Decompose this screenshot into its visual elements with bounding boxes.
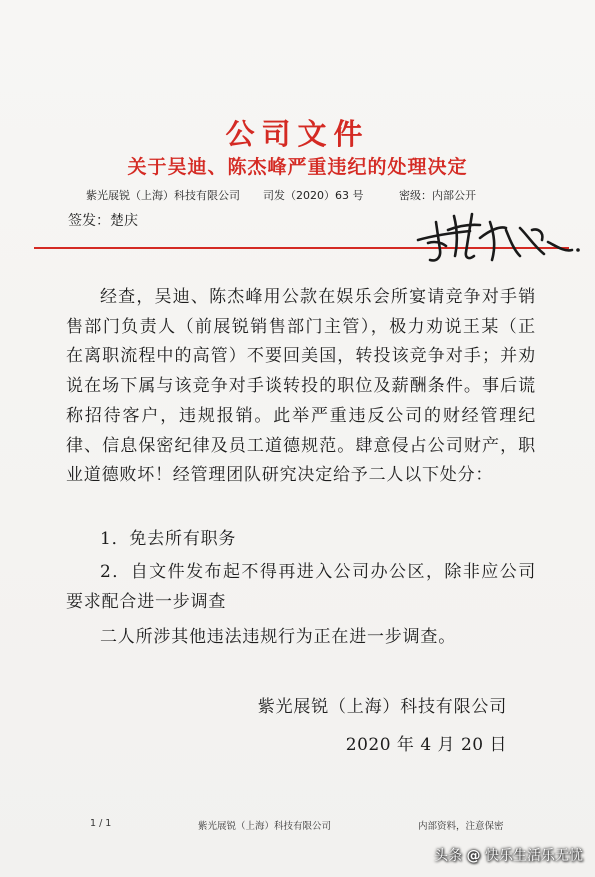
classification-level: 密级：内部公开 [399,189,476,202]
issuer-company: 紫光展锐（上海）科技有限公司 [86,189,240,202]
penalty-item-1-text: 1．免去所有职务 [100,529,237,549]
watermark-prefix: 头条 [434,848,463,864]
document-number: 司发（2020）63 号 [263,189,364,202]
platform-watermark [434,845,583,865]
signing-date: 2020 年 4 月 20 日 [345,735,507,755]
penalty-item-1 [66,524,536,549]
investigation-text: 经查，吴迪、陈杰峰用公款在娱乐会所宴请竞争对手销售部门负责人（前展锐销售部门主管），极力劝说王某（正在离职流程中的高管）不要回美国，转投该竞争对手；并劝说在场下属与该竞争对手谈转投的职位及薪酬条件。事后谎称招待客户，违规报销。此举严重违反公司的财经管理纪律、信息保密纪律及员工道德规范。肆意侵占公司财产，职业道德败坏！经管理团队研究决定给予二人以下处分： [66,287,536,486]
penalty-item-2 [66,557,536,617]
footer-confidential-note: 内部资料，注意保密 [418,821,504,832]
signer: 签发：楚庆 [68,213,138,229]
watermark-handle: 快乐生活乐无忧 [485,848,583,864]
at-icon: @ [466,848,481,864]
penalty-item-2-text: 2．自文件发布起不得再进入公司办公区，除非应公司要求配合进一步调查 [66,562,536,612]
handwritten-signature [410,200,585,270]
closing-statement: 二人所涉其他违法违规行为正在进一步调查。 [100,627,456,647]
signing-company: 紫光展锐（上海）科技有限公司 [257,697,507,717]
document-title: 公司文件 [225,117,370,151]
footer-page-number: 1 / 1 [90,818,112,829]
document-subtitle: 关于吴迪、陈杰峰严重违纪的处理决定 [127,156,468,178]
footer-company: 紫光展锐（上海）科技有限公司 [198,821,332,832]
body-paragraph [66,283,536,491]
